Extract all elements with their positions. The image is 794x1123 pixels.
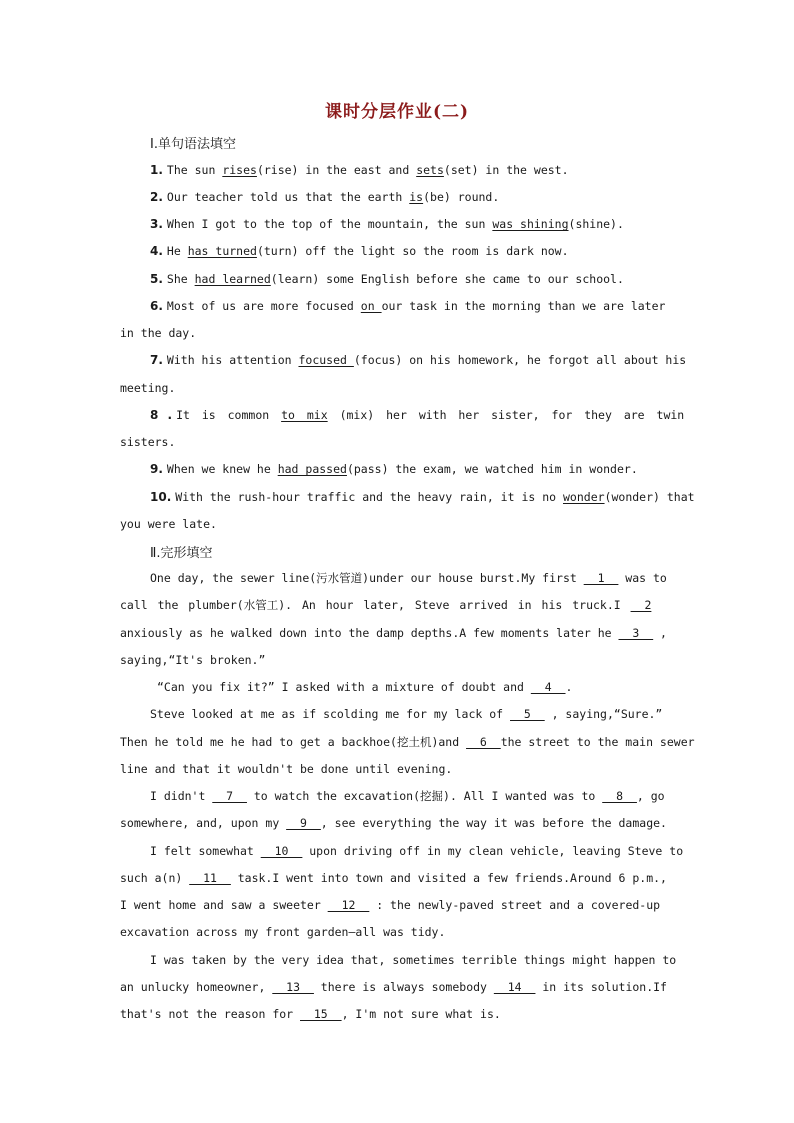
passage-text: , saying,“Sure.”	[544, 707, 663, 721]
question-6	[150, 298, 674, 314]
passage-line	[120, 652, 265, 668]
passage-text: task.I went into town and visited a few friends.Around 6 p.m.,	[230, 871, 667, 885]
answer: had passed	[277, 462, 347, 476]
question-number: 5.	[150, 272, 163, 286]
section-1-heading: Ⅰ.单句语法填空	[150, 137, 236, 152]
passage-text: was to	[618, 571, 667, 585]
question-7-continued: meeting.	[120, 381, 176, 395]
passage-text: , I'm not sure what is.	[341, 1007, 501, 1021]
question-10-continued: you were late.	[120, 517, 217, 531]
passage-text: saying,“It's broken.”	[120, 653, 266, 667]
passage-line	[150, 706, 674, 722]
question-text: She	[166, 272, 195, 286]
question-10	[150, 489, 695, 505]
answer: had learned	[194, 272, 271, 286]
passage-line	[120, 1006, 501, 1022]
cloze-blank-9: __9__	[286, 816, 321, 830]
passage-text: : the newly-paved street and a covered-up	[369, 898, 661, 912]
passage-line	[120, 597, 651, 613]
answer: on	[360, 299, 382, 313]
question-number: 9.	[150, 462, 163, 476]
cloze-blank-14: __14__	[493, 980, 536, 994]
question-5	[150, 271, 674, 287]
passage-line	[120, 924, 445, 940]
cloze-blank-4: __4__	[530, 680, 566, 694]
question-number: 2.	[150, 190, 163, 204]
passage-line	[120, 625, 667, 641]
cloze-blank-5: __5__	[510, 707, 545, 721]
question-text: With his attention	[166, 353, 299, 367]
cloze-blank-7: __7__	[212, 789, 247, 803]
passage-text: I didn't	[150, 789, 213, 803]
passage-line	[150, 570, 674, 586]
cloze-blank-13: __13__	[272, 980, 314, 994]
question-text: It is common	[176, 408, 282, 422]
cloze-blank-1: __1__	[583, 571, 619, 585]
question-text: (set) in the west.	[443, 163, 569, 177]
answer: wonder	[563, 490, 605, 504]
passage-text: that's not the reason for	[120, 1007, 301, 1021]
passage-text: to watch the excavation(挖掘). All I wanted was to	[246, 789, 603, 803]
question-text: (shine).	[568, 217, 624, 231]
question-text: our task in the morning than we are later	[381, 299, 666, 313]
passage-text: in its solution.If	[535, 980, 667, 994]
cloze-blank-12: __12__	[327, 898, 370, 912]
passage-line	[120, 897, 660, 913]
cloze-blank-10: __10__	[260, 844, 303, 858]
question-6-continued: in the day.	[120, 326, 197, 340]
passage-text: , go	[636, 789, 665, 803]
answer: has turned	[187, 244, 257, 258]
question-number: 4.	[150, 244, 163, 258]
passage-text: call the plumber(水管工). An hour later, Steve arrived in his truck.I	[120, 598, 631, 612]
question-4	[150, 243, 674, 259]
passage-text: line and that it wouldn't be done until evening.	[120, 762, 453, 776]
question-text: (turn) off the light so the room is dark now.	[256, 244, 569, 258]
cloze-blank-8: __8__	[602, 789, 637, 803]
passage-text: somewhere, and, upon my	[120, 816, 287, 830]
question-7	[150, 352, 687, 368]
passage-line	[150, 952, 677, 968]
passage-text: ,	[653, 626, 667, 640]
answer: was shining	[492, 217, 569, 231]
answer: rises	[222, 163, 257, 177]
section-2-heading: Ⅱ.完形填空	[150, 546, 213, 561]
passage-line	[150, 843, 684, 859]
cloze-blank-2: __2	[630, 598, 652, 612]
passage-line	[120, 761, 452, 777]
question-text: (be) round.	[423, 190, 500, 204]
question-3	[150, 216, 674, 232]
question-text: The sun	[166, 163, 223, 177]
passage-text: excavation across my front garden—all was tidy.	[120, 925, 446, 939]
answer: is	[409, 190, 424, 204]
question-number: 3.	[150, 217, 163, 231]
passage-line	[150, 788, 674, 804]
question-text: He	[166, 244, 188, 258]
passage-text: an unlucky homeowner,	[120, 980, 273, 994]
question-text: (focus) on his homework, he forgot all about his	[353, 353, 687, 367]
question-text: Most of us are more focused	[166, 299, 361, 313]
passage-line	[120, 734, 695, 750]
answer: to mix	[281, 408, 328, 422]
passage-line	[120, 979, 667, 995]
passage-text: such a(n)	[120, 871, 190, 885]
page-title: 课时分层作业(二)	[324, 102, 470, 122]
passage-text: I went home and saw a sweeter	[120, 898, 328, 912]
answer: sets	[416, 163, 444, 177]
question-text: With the rush-hour traffic and the heavy rain, it is no	[175, 490, 563, 504]
question-text: Our teacher told us that the earth	[166, 190, 410, 204]
question-text: (pass) the exam, we watched him in wonder.	[346, 462, 638, 476]
cloze-blank-3: __3__	[618, 626, 654, 640]
cloze-blank-15: __15__	[300, 1007, 342, 1021]
passage-text: I felt somewhat	[150, 844, 261, 858]
passage-text: , see everything the way it was before the damage.	[320, 816, 667, 830]
passage-text: “Can you fix it?” I asked with a mixture of doubt and	[157, 680, 531, 694]
passage-text: anxiously as he walked down into the damp depths.A few moments later he	[120, 626, 619, 640]
question-text: (rise) in the east and	[256, 163, 417, 177]
cloze-blank-11: __11__	[189, 871, 231, 885]
question-8	[150, 407, 685, 423]
passage-line	[157, 679, 572, 695]
question-number: 8 .	[150, 408, 173, 422]
question-number: 1.	[150, 163, 163, 177]
question-text: (wonder) that	[604, 490, 695, 504]
question-8-continued: sisters.	[120, 435, 176, 449]
question-number: 7.	[150, 353, 163, 367]
passage-text: I was taken by the very idea that, sometimes terrible things might happen to	[150, 953, 677, 967]
passage-text: One day, the sewer line(污水管道)under our house burst.My first	[150, 571, 584, 585]
question-text: (mix) her with her sister, for they are twin	[327, 408, 685, 422]
passage-text: the street to the main sewer	[500, 735, 695, 749]
passage-text: Steve looked at me as if scolding me for my lack of	[150, 707, 511, 721]
question-number: 10.	[150, 490, 172, 504]
passage-line	[120, 815, 667, 831]
answer: focused	[298, 353, 354, 367]
passage-text: Then he told me he had to get a backhoe(挖土机)and	[120, 735, 467, 749]
question-text: When we knew he	[166, 462, 278, 476]
cloze-blank-6: __6__	[466, 735, 501, 749]
question-1	[150, 162, 674, 178]
passage-line	[120, 870, 667, 886]
passage-text: there is always somebody	[313, 980, 494, 994]
question-2	[150, 189, 674, 205]
question-text: When I got to the top of the mountain, the sun	[166, 217, 493, 231]
passage-text: upon driving off in my clean vehicle, leaving Steve to	[302, 844, 684, 858]
passage-text: .	[565, 680, 573, 694]
question-text: (learn) some English before she came to our school.	[270, 272, 624, 286]
question-9	[150, 461, 674, 477]
question-number: 6.	[150, 299, 163, 313]
